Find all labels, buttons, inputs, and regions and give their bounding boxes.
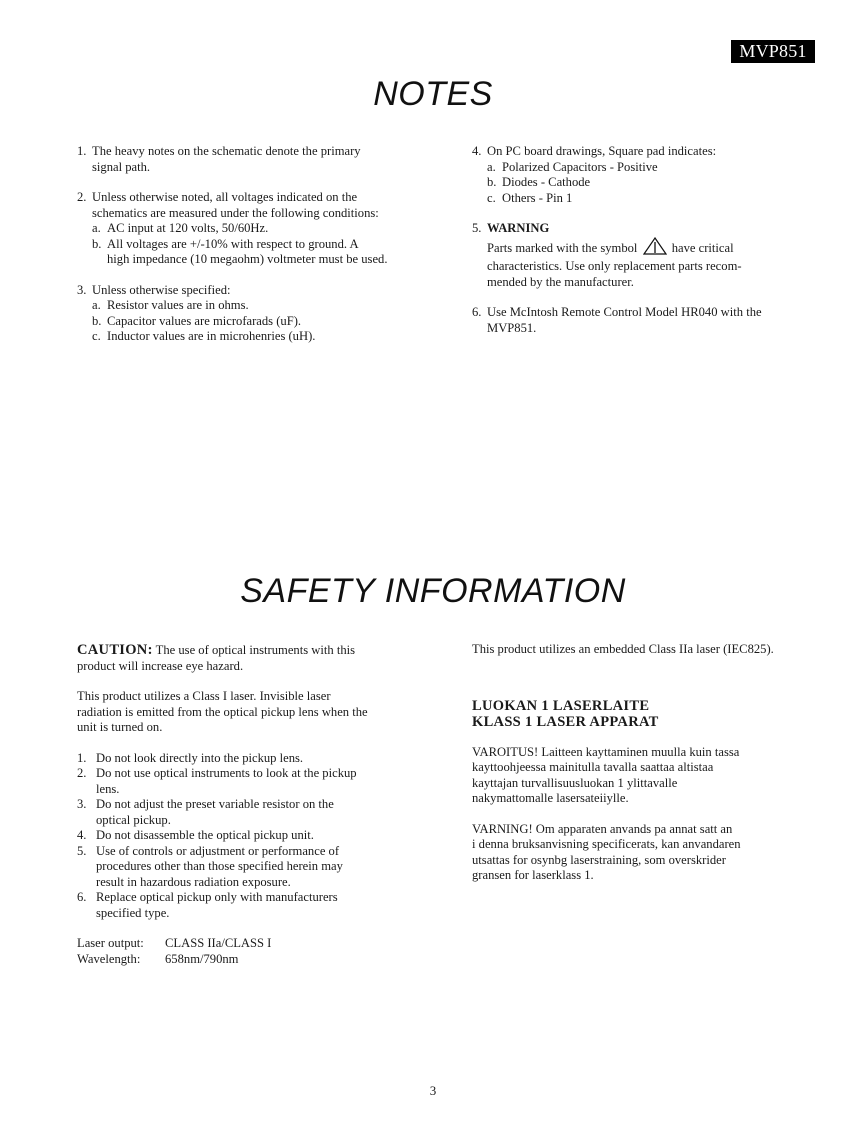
note-line: Unless otherwise noted, all voltages indicated on the [92,190,358,204]
note-line: signal path. [92,159,151,174]
list-line: lens. [96,781,120,796]
note-subitem [92,221,447,237]
sub-letter: c. [92,329,101,343]
warning-heading: WARNING [487,221,550,235]
notes-left-column [77,144,447,345]
note-number: 4. [472,144,482,158]
note-line: schematics are measured under the following conditions: [92,205,379,220]
spec-wavelength [77,952,447,968]
note-subitem [92,237,447,268]
sub-letter: a. [92,298,101,312]
varning-line: utsattas for osynbg laserstraining, som overskrider [472,852,726,867]
list-number: 2. [77,766,87,780]
sub-line: high impedance (10 megaohm) voltmeter must be used. [107,252,388,266]
caution-text: The use of optical instruments with this [155,643,356,657]
varning-line: VARNING! Om apparaten anvands pa annat satt an [472,821,733,836]
laser-line: This product utilizes a Class I laser. Invisible laser [77,689,331,703]
list-number: 4. [77,828,87,842]
caution-paragraph [77,642,447,659]
list-number: 6. [77,890,87,904]
spec-value: 658nm/790nm [165,951,239,966]
list-line: specified type. [96,905,170,920]
safety-left-column [77,642,447,967]
sub-letter: b. [92,313,102,328]
note-line: Unless otherwise specified: [92,282,231,297]
list-line: Do not adjust the preset variable resistor on the [96,797,334,811]
note-subitem [487,160,812,176]
sub-letter: c. [487,190,496,205]
note-number: 5. [472,221,482,235]
varning-line: gransen for laserklass 1. [472,868,594,882]
spec-laser-output [77,936,447,952]
note-subitem [92,329,447,345]
sub-line: Inductor values are in microhenries (uH). [107,329,316,343]
notes-right-column [472,144,812,336]
list-line: procedures other than those specified herein may [96,859,343,873]
list-line: result in hazardous radiation exposure. [96,874,291,889]
note-line: The heavy notes on the schematic denote the primary [92,144,361,158]
note-line: mended by the manufacturer. [487,274,634,289]
varning-line: i denna bruksanvisning specificerats, kan anvandaren [472,837,741,851]
sub-line: Polarized Capacitors - Positive [502,159,658,174]
safety-list-item-2 [77,766,447,797]
note-line [487,237,812,260]
note-number: 1. [77,144,87,158]
sub-line: Capacitor values are microfarads (uF). [107,313,302,328]
note-subitem [92,298,447,314]
sub-letter: a. [487,159,496,174]
varoitus-line: nakymattomalle lasersateiiylle. [472,791,629,805]
warning-text-before: Parts marked with the symbol [487,240,638,255]
note-item-1 [77,144,447,175]
list-line: Do not disassemble the optical pickup unit. [96,828,314,842]
note-subitem [487,175,812,191]
caution-label: CAUTION: [77,642,153,658]
sub-line: Resistor values are in ohms. [107,298,249,312]
warning-triangle-icon [643,237,667,260]
note-item-6 [472,305,812,336]
spec-value: CLASS IIa/CLASS I [165,936,272,950]
sub-line: All voltages are +/-10% with respect to ground. A [107,236,359,251]
finnish-heading: LUOKAN 1 LASERLAITE [472,697,650,714]
sub-line: AC input at 120 volts, 50/60Hz. [107,221,269,235]
list-number: 1. [77,750,87,765]
note-line: Use McIntosh Remote Control Model HR040 with the [487,305,762,319]
sub-line: Diodes - Cathode [502,175,591,189]
safety-list-item-6 [77,890,447,921]
sub-letter: a. [92,221,101,235]
note-item-2 [77,190,447,268]
note-number: 2. [77,190,87,204]
note-item-5 [472,221,812,290]
note-number: 6. [472,305,482,319]
list-line: Do not look directly into the pickup lens. [96,750,304,765]
list-number: 3. [77,797,87,811]
note-subitem [487,191,812,207]
note-number: 3. [77,282,87,297]
caution-text-line: product will increase eye hazard. [77,658,244,673]
embedded-laser-text: This product utilizes an embedded Class IIa laser (IEC825). [472,642,774,656]
model-badge: MVP851 [731,40,815,63]
note-item-4 [472,144,812,206]
varoitus-line: kayttajan turvallisuusluokan 1 ylittavalle [472,775,678,790]
safety-list-item-4 [77,828,447,844]
list-line: Replace optical pickup only with manufacturers [96,890,338,904]
laser-line: radiation is emitted from the optical pickup lens when the [77,704,368,719]
note-line: On PC board drawings, Square pad indicates: [487,144,717,158]
note-line: characteristics. Use only replacement parts recom- [487,259,742,273]
varoitus-line: VAROITUS! Laitteen kayttaminen muulla kuin tassa [472,744,740,759]
note-item-3 [77,283,447,345]
note-subitem [92,314,447,330]
note-line: MVP851. [487,320,537,335]
spec-label: Wavelength: [77,951,141,966]
safety-title: SAFETY INFORMATION [240,572,626,610]
safety-list-item-5 [77,844,447,891]
sub-letter: b. [92,236,102,251]
safety-right-column [472,642,822,884]
list-line: optical pickup. [96,812,171,827]
page-number: 3 [429,1083,437,1098]
list-line: Use of controls or adjustment or performance of [96,843,340,858]
sub-line: Others - Pin 1 [502,190,573,205]
safety-list-item-1 [77,751,447,767]
sub-letter: b. [487,175,497,189]
warning-text-after: have critical [671,240,734,255]
spec-label: Laser output: [77,936,144,950]
swedish-heading: KLASS 1 LASER APPARAT [472,713,659,730]
list-line: Do not use optical instruments to look at the pickup [96,766,357,780]
laser-line: unit is turned on. [77,720,163,734]
list-number: 5. [77,843,87,858]
notes-title: NOTES [373,75,493,113]
varoitus-line: kayttoohjeessa mainitulla tavalla saattaa altistaa [472,760,714,774]
safety-list-item-3 [77,797,447,828]
